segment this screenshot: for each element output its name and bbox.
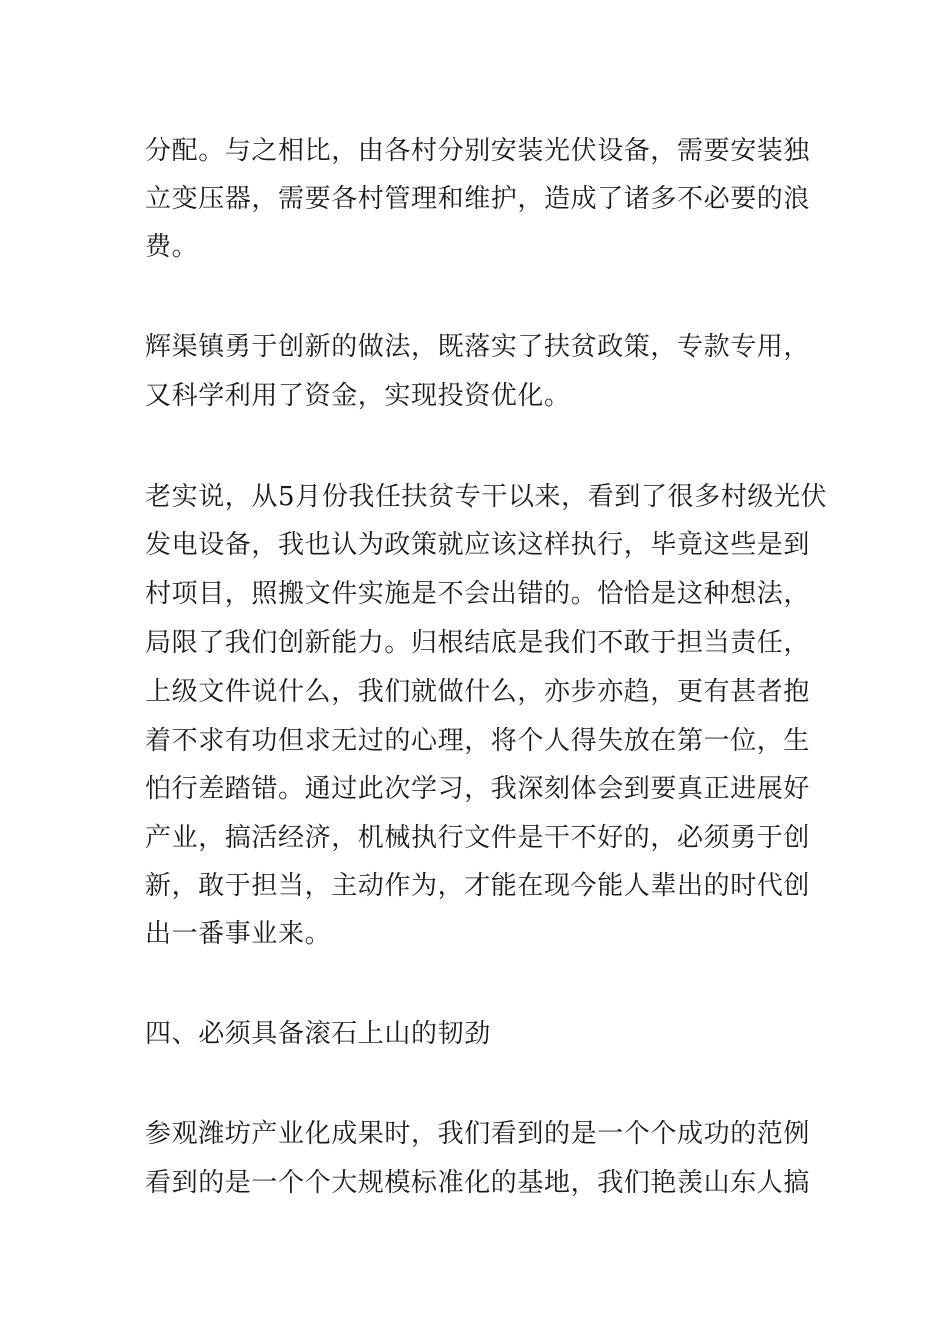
paragraph-4-line-1: 参观潍坊产业化成果时，我们看到的是一个个成功的范例 xyxy=(145,1119,811,1149)
paragraph-3-line-6: 着不求有功但求无过的心理，将个人得失放在第一位，生 xyxy=(145,726,811,756)
paragraph-3-line-4: 局限了我们创新能力。归根结底是我们不敢于担当责任， xyxy=(145,628,811,658)
paragraph-3-line-10: 出一番事业来。 xyxy=(145,919,332,949)
paragraph-4-line-2: 看到的是一个个大规模标准化的基地，我们艳羡山东人搞 xyxy=(145,1168,811,1198)
paragraph-3-line-8: 产业，搞活经济，机械执行文件是干不好的，必须勇于创 xyxy=(145,823,811,853)
paragraph-2-line-1: 辉渠镇勇于创新的做法，既落实了扶贫政策，专款专用， xyxy=(145,332,811,362)
section-heading: 四、必须具备滚石上山的韧劲 xyxy=(145,1019,491,1049)
paragraph-3-line-7: 怕行差踏错。通过此次学习，我深刻体会到要真正进展好 xyxy=(145,774,811,804)
paragraph-3-line-3: 村项目，照搬文件实施是不会出错的。恰恰是这种想法， xyxy=(145,579,811,609)
paragraph-3-line-1: 老实说，从5月份我任扶贫专干以来，看到了很多村级光伏 xyxy=(145,482,828,512)
paragraph-1-line-2: 立变压器，需要各村管理和维护，造成了诸多不必要的浪 xyxy=(145,184,811,214)
paragraph-3-line-2: 发电设备，我也认为政策就应该这样执行，毕竟这些是到 xyxy=(145,530,811,560)
paragraph-3-line-9: 新，敢于担当，主动作为，才能在现今能人辈出的时代创 xyxy=(145,871,811,901)
paragraph-3-line-5: 上级文件说什么，我们就做什么，亦步亦趋，更有甚者抱 xyxy=(145,677,811,707)
paragraph-1-line-3: 费。 xyxy=(145,232,199,262)
paragraph-1-line-1: 分配。与之相比，由各村分别安装光伏设备，需要安装独 xyxy=(145,136,811,166)
paragraph-2-line-2: 又科学利用了资金，实现投资优化。 xyxy=(145,381,571,411)
